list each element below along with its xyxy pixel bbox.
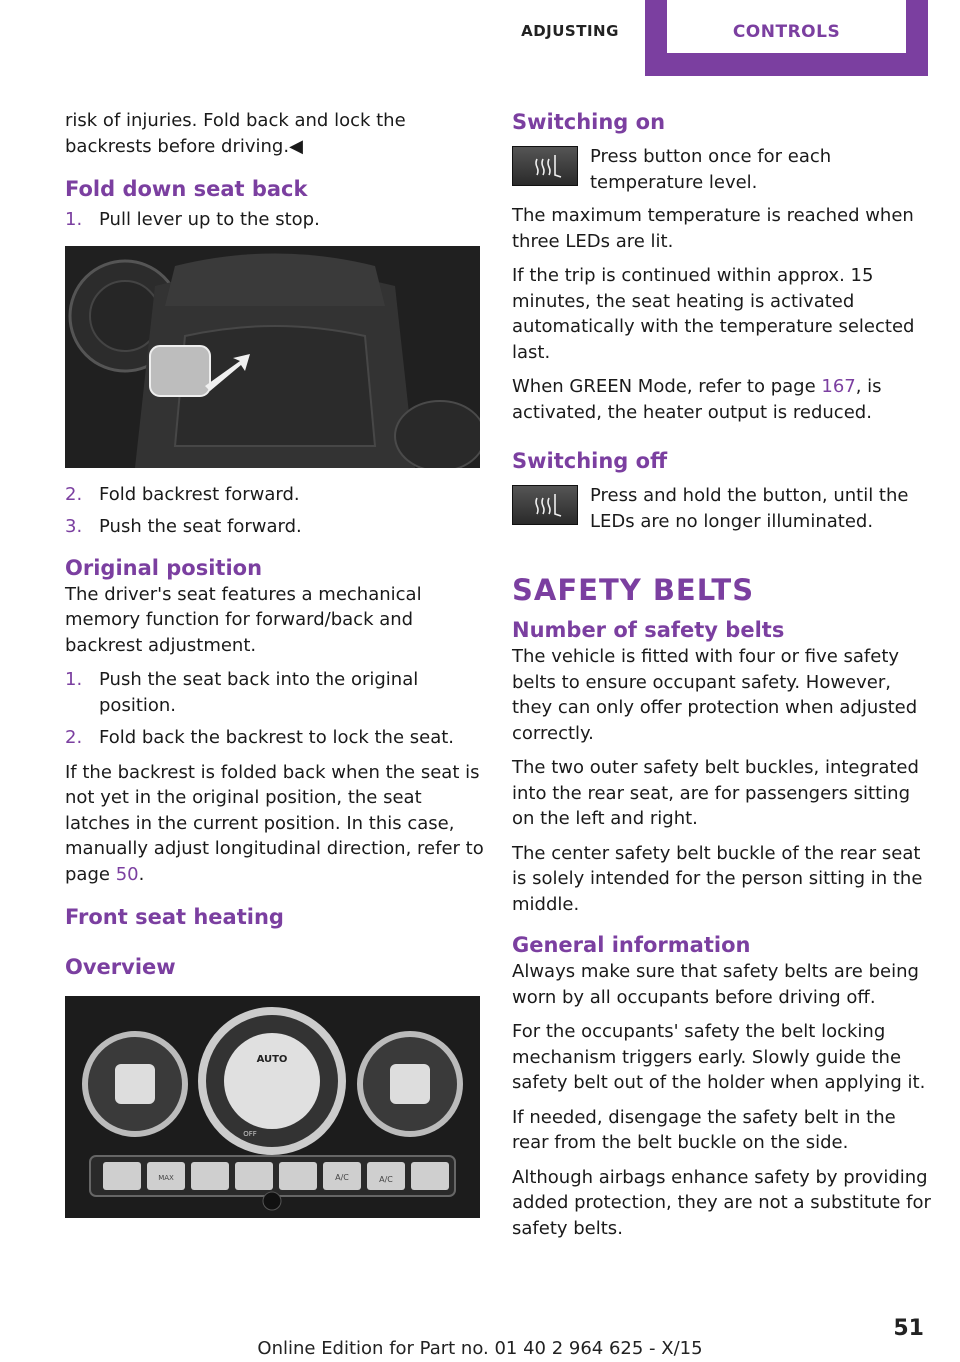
on-title: Switching on <box>512 110 666 134</box>
num-text-3: The center safety belt buckle of the rear seat is solely intended for the person sitting in the middle. <box>512 842 923 915</box>
gen-title: General information <box>512 933 751 957</box>
ac-label: A/C <box>335 1173 349 1182</box>
off-label: OFF <box>243 1130 257 1138</box>
gen-text-3: If needed, disengage the safety belt in the rear from the belt buckle on the side. <box>512 1106 896 1153</box>
page-link[interactable]: 50 <box>115 863 139 885</box>
header-chapter: CONTROLS <box>732 22 841 42</box>
orig-title: Original position <box>65 555 263 580</box>
gen-text-2: For the occupants' safety the belt locking mechanism triggers early. Slowly guide the safety belt out of the holder when applying it. <box>512 1021 926 1093</box>
list-item: 3. Push the seat forward. <box>65 516 302 537</box>
list-item: 2. Fold back the backrest to lock the seat. <box>65 727 455 748</box>
orig-text: The driver's seat features a mechanical memory function for forward/back and backrest adjustment. <box>65 583 422 656</box>
gen-text-4: Although airbags enhance safety by providing added protection, they are not a substitute for safety belts. <box>512 1166 931 1239</box>
num-text-1: The vehicle is fitted with four or five safety belts to ensure occupant safety. However, they can only offer protection when adjusted correctly. <box>512 646 918 744</box>
belts-title: SAFETY BELTS <box>512 573 755 607</box>
right-column <box>512 108 932 1250</box>
intro-text: risk of injuries. Fold back and lock the backrests before driving.◀ <box>65 110 406 157</box>
fold-title: Fold down seat back <box>65 177 308 201</box>
header-chapter-tab[interactable] <box>645 0 928 76</box>
list-item: 1. Pull lever up to the stop. <box>65 209 320 230</box>
ac-max-label: A/C <box>379 1175 393 1184</box>
auto-label[interactable]: AUTO <box>256 1054 288 1065</box>
on-button-text: Press button once for each temperature level. <box>590 146 832 193</box>
gen-text-1: Always make sure that safety belts are being worn by all occupants before driving off. <box>512 961 919 1008</box>
seat-heating-button-icon <box>512 485 578 525</box>
orig-note: If the backrest is folded back when the seat is not yet in the original position, the seat latches in the current position. In this case, manually adjust longitudinal direction, refer to page 50. <box>65 761 484 885</box>
seat-heating-button-icon <box>512 146 578 186</box>
left-column <box>65 108 485 1218</box>
on-text-1: The maximum temperature is reached when three LEDs are lit. <box>512 205 914 252</box>
seat-lever-photo <box>65 246 480 468</box>
header-section: ADJUSTING <box>521 22 619 40</box>
off-button-text: Press and hold the button, until the LEDs are no longer illuminated. <box>590 485 909 532</box>
heat-title: Front seat heating <box>65 905 284 929</box>
overview-title: Overview <box>65 955 176 979</box>
off-title: Switching off <box>512 449 668 473</box>
on-text-2: If the trip is continued within approx. 15 minutes, the seat heating is activated automatically with the temperature selected last. <box>512 265 915 363</box>
footer-edition: Online Edition for Part no. 01 40 2 964 625 - X/15 <box>257 1338 703 1359</box>
num-text-2: The two outer safety belt buckles, integrated into the rear seat, are for passengers sitting on the left and right. <box>512 757 919 829</box>
list-item: 1. Push the seat back into the original position. <box>65 669 419 716</box>
page-link[interactable]: 167 <box>821 376 856 397</box>
max-label: MAX <box>158 1174 174 1182</box>
page-number: 51 <box>893 1316 924 1341</box>
num-title: Number of safety belts <box>512 618 785 642</box>
on-text-3: When GREEN Mode, refer to page 167, is activated, the heater output is reduced. <box>512 376 882 423</box>
list-item: 2. Fold backrest forward. <box>65 483 300 505</box>
climate-panel-photo <box>65 996 480 1218</box>
